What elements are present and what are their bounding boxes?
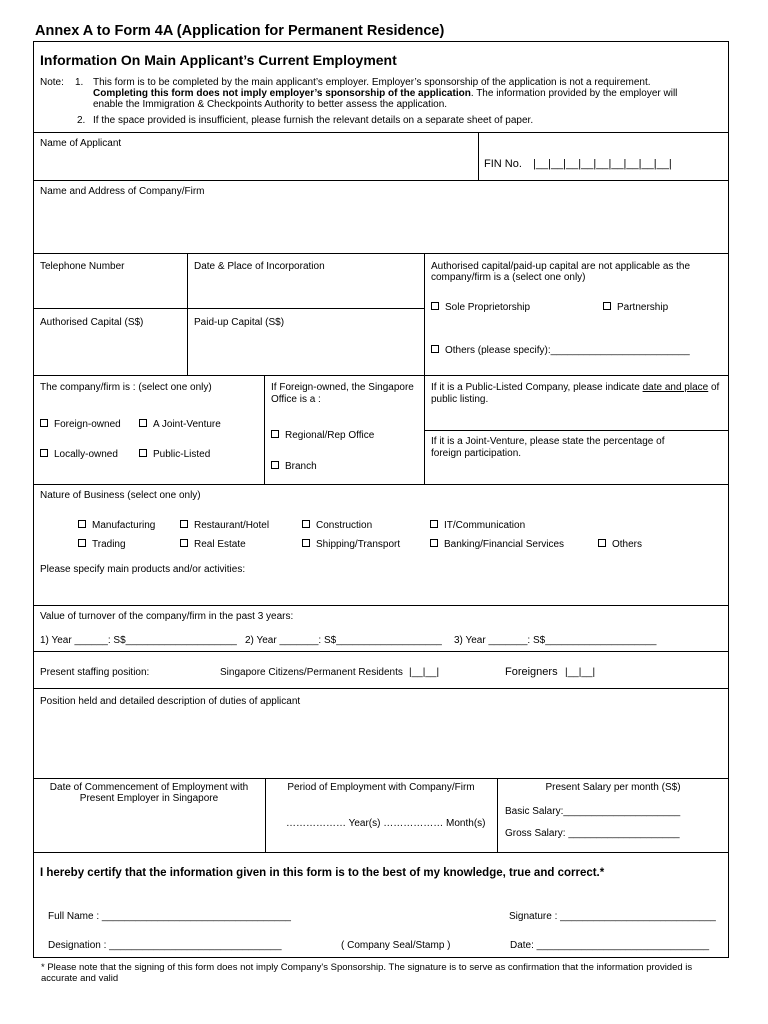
public-listed-post: of <box>708 382 720 393</box>
checkbox-real-estate[interactable] <box>180 539 246 551</box>
checkbox-business-others[interactable] <box>598 539 642 551</box>
business-specify-label: Please specify main products and/or activities: <box>40 564 246 575</box>
note-label: Note: <box>40 77 64 88</box>
staffing-label: Present staffing position: <box>40 667 150 678</box>
fin-input[interactable]: |__|__|__|__|__|__|__|__|__| <box>533 158 672 170</box>
checkbox-label: Real Estate <box>194 539 246 550</box>
checkbox-label: A Joint-Venture <box>153 419 221 430</box>
checkbox-icon <box>603 302 611 310</box>
divider <box>424 430 729 431</box>
checkbox-icon <box>431 345 439 353</box>
note-line-4: If the space provided is insufficient, please furnish the relevant details on a separate sheet of paper. <box>93 115 534 126</box>
checkbox-partnership[interactable] <box>603 302 668 314</box>
public-listed-underlined: date and place <box>642 382 709 393</box>
checkbox-it-communication[interactable] <box>430 520 525 532</box>
checkbox-icon <box>180 520 188 528</box>
divider <box>33 778 729 779</box>
signature-input[interactable]: Signature : ____________________________ <box>509 911 716 922</box>
checkbox-label: Sole Proprietorship <box>445 302 531 313</box>
checkbox-branch[interactable] <box>271 461 317 473</box>
section-heading: Information On Main Applicant’s Current Employment <box>40 52 397 68</box>
commencement-line-2: Present Employer in Singapore <box>79 793 219 804</box>
checkbox-restaurant-hotel[interactable] <box>180 520 269 532</box>
paidup-capital-label: Paid-up Capital (S$) <box>194 317 285 328</box>
checkbox-icon <box>40 419 48 427</box>
checkbox-icon <box>271 461 279 469</box>
public-listed-line-1 <box>431 382 719 394</box>
checkbox-label: Manufacturing <box>92 520 156 531</box>
checkbox-label: IT/Communication <box>444 520 526 531</box>
telephone-label: Telephone Number <box>40 261 125 272</box>
footnote-line-2: accurate and valid <box>41 973 119 984</box>
staffing-foreigners-label: Foreigners <box>505 666 558 678</box>
divider <box>33 180 729 181</box>
checkbox-regional-office[interactable] <box>271 430 374 442</box>
business-label: Nature of Business (select one only) <box>40 490 201 501</box>
divider <box>264 375 265 484</box>
checkbox-locally-owned[interactable] <box>40 449 118 461</box>
staffing-foreigners-input[interactable]: |__|__| <box>565 667 596 678</box>
checkbox-label: Others <box>612 539 643 550</box>
checkbox-label: Others (please specify):_________________________ <box>445 345 690 356</box>
page-title: Annex A to Form 4A (Application for Permanent Residence) <box>35 23 445 39</box>
certification-statement: I hereby certify that the information given in this form is to the best of my knowledge, true and correct.* <box>40 867 605 879</box>
checkbox-icon <box>431 302 439 310</box>
divider <box>33 132 729 133</box>
checkbox-others-specify[interactable] <box>431 345 690 357</box>
company-name-address-label: Name and Address of Company/Firm <box>40 186 205 197</box>
checkbox-label: Trading <box>92 539 126 550</box>
incorporation-label: Date & Place of Incorporation <box>194 261 325 272</box>
checkbox-icon <box>430 520 438 528</box>
public-listed-pre: If it is a Public-Listed Company, please indicate <box>431 382 643 393</box>
footnote-line-1: * Please note that the signing of this form does not imply Company's Sponsorship. The signature is to serve as confirmation that the information provided is <box>41 962 693 973</box>
checkbox-joint-venture[interactable] <box>139 419 221 431</box>
period-input[interactable]: ……………… Year(s) ……………… Month(s) <box>286 818 486 829</box>
checkbox-icon <box>78 539 86 547</box>
divider <box>33 308 424 309</box>
checkbox-banking-financial[interactable] <box>430 539 564 551</box>
checkbox-foreign-owned[interactable] <box>40 419 121 431</box>
checkbox-label: Locally-owned <box>54 449 118 460</box>
checkbox-label: Restaurant/Hotel <box>194 520 270 531</box>
designation-input[interactable]: Designation : _______________________________ <box>48 940 282 951</box>
checkbox-icon <box>40 449 48 457</box>
checkbox-shipping-transport[interactable] <box>302 539 400 551</box>
note-line-1: This form is to be completed by the main applicant’s employer. Employer’s sponsorship of the application is not a requirement. <box>93 77 651 88</box>
divider <box>33 688 729 689</box>
joint-venture-line-1: If it is a Joint-Venture, please state the percentage of <box>431 436 665 447</box>
note-number-1: 1. <box>75 77 84 88</box>
turnover-label: Value of turnover of the company/firm in the past 3 years: <box>40 611 294 622</box>
turnover-year-1[interactable]: 1) Year ______: S$____________________ <box>40 635 237 646</box>
turnover-year-3[interactable]: 3) Year _______: S$____________________ <box>454 635 657 646</box>
checkbox-label: Partnership <box>617 302 669 313</box>
commencement-line-1: Date of Commencement of Employment with <box>49 782 249 793</box>
public-listed-line-2: public listing. <box>431 394 489 405</box>
salary-label: Present Salary per month (S$) <box>545 782 681 793</box>
checkbox-label: Foreign-owned <box>54 419 121 430</box>
joint-venture-line-2: foreign participation. <box>431 448 522 459</box>
applicant-name-label: Name of Applicant <box>40 138 122 149</box>
divider <box>187 253 188 375</box>
note-line-2-rest: . The information provided by the employer will <box>470 88 678 99</box>
checkbox-label: Branch <box>285 461 317 472</box>
note-line-3: enable the Immigration & Checkpoints Authority to better assess the application. <box>93 99 448 110</box>
checkbox-icon <box>271 430 279 438</box>
checkbox-manufacturing[interactable] <box>78 520 155 532</box>
checkbox-icon <box>302 539 310 547</box>
divider <box>424 253 425 484</box>
checkbox-icon <box>302 520 310 528</box>
checkbox-public-listed[interactable] <box>139 449 210 461</box>
fin-label: FIN No. <box>484 158 522 170</box>
checkbox-sole-proprietorship[interactable] <box>431 302 530 314</box>
divider <box>33 852 729 853</box>
checkbox-label: Banking/Financial Services <box>444 539 565 550</box>
gross-salary-input[interactable]: Gross Salary: ____________________ <box>505 828 680 839</box>
staffing-citizens-input[interactable]: |__|__| <box>409 667 440 678</box>
checkbox-icon <box>430 539 438 547</box>
divider <box>33 375 729 376</box>
date-input[interactable]: Date: _______________________________ <box>510 940 710 951</box>
checkbox-icon <box>78 520 86 528</box>
checkbox-label: Regional/Rep Office <box>285 430 375 441</box>
checkbox-icon <box>139 449 147 457</box>
note-number-2: 2. <box>77 115 86 126</box>
divider <box>33 253 729 254</box>
note-bold-text: Completing this form does not imply employer’s sponsorship of the application <box>93 88 471 99</box>
checkbox-label: Shipping/Transport <box>316 539 401 550</box>
period-label: Period of Employment with Company/Firm <box>287 782 475 793</box>
checkbox-label: Public-Listed <box>153 449 211 460</box>
divider <box>478 132 479 180</box>
authorised-capital-label: Authorised Capital (S$) <box>40 317 144 328</box>
full-name-input[interactable]: Full Name : __________________________________ <box>48 911 291 922</box>
capital-na-line-2: company/firm is a (select one only) <box>431 272 586 283</box>
company-type-label: The company/firm is : (select one only) <box>40 382 212 393</box>
checkbox-label: Construction <box>316 520 373 531</box>
checkbox-trading[interactable] <box>78 539 126 551</box>
foreign-owned-line-1: If Foreign-owned, the Singapore <box>271 382 414 393</box>
basic-salary-input[interactable]: Basic Salary:_____________________ <box>505 806 681 817</box>
position-label: Position held and detailed description of duties of applicant <box>40 696 301 707</box>
divider <box>33 651 729 652</box>
capital-na-line-1: Authorised capital/paid-up capital are not applicable as the <box>431 261 691 272</box>
company-seal-label: ( Company Seal/Stamp ) <box>341 940 451 951</box>
checkbox-icon <box>180 539 188 547</box>
checkbox-icon <box>139 419 147 427</box>
checkbox-construction[interactable] <box>302 520 372 532</box>
staffing-citizens-label: Singapore Citizens/Permanent Residents <box>220 667 403 678</box>
turnover-year-2[interactable]: 2) Year _______: S$___________________ <box>245 635 442 646</box>
foreign-owned-line-2: Office is a : <box>271 394 321 405</box>
divider <box>33 484 729 485</box>
divider <box>33 605 729 606</box>
checkbox-icon <box>598 539 606 547</box>
